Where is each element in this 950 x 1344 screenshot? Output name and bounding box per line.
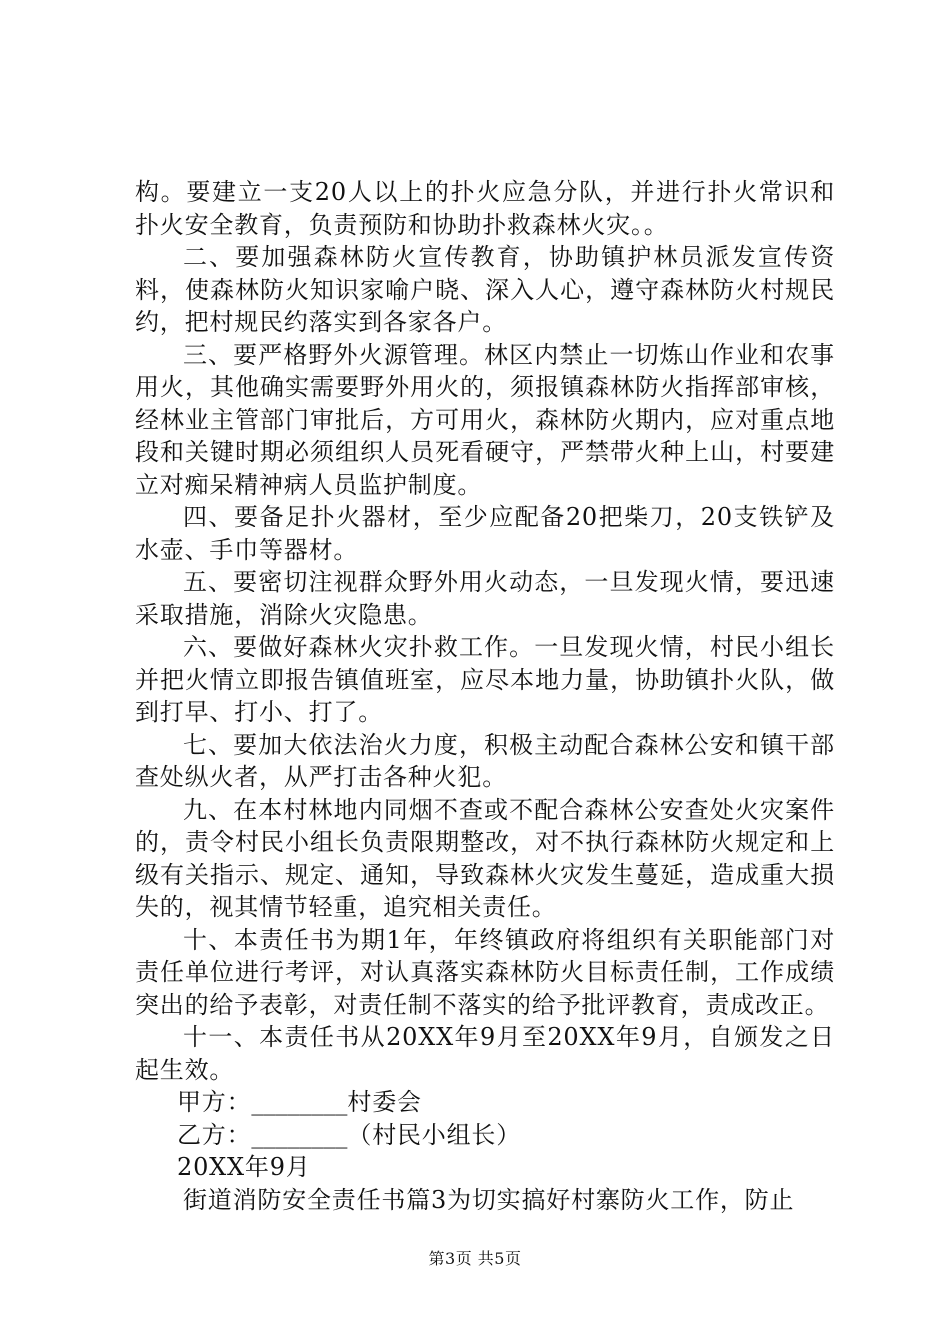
document-date: 20XX年9月 bbox=[177, 1153, 311, 1181]
paragraph-10: 十、本责任书为期1年，年终镇政府将组织有关职能部门对责任单位进行考评，对认真落实森林防火目标责任制，工作成绩突出的给予表彰，对责任制不落实的给予批评教育，责成改正。 bbox=[135, 925, 835, 1019]
paragraph-7: 七、要加大依法治火力度，积极主动配合森林公安和镇干部查处纵火者，从严打击各种火犯。 bbox=[135, 730, 835, 791]
paragraph-6: 六、要做好森林火灾扑救工作。一旦发现火情，村民小组长并把火情立即报告镇值班室，应尽本地力量，协助镇扑火队，做到打早、打小、打了。 bbox=[135, 633, 835, 726]
paragraph-3: 三、要严格野外火源管理。林区内禁止一切炼山作业和农事用火，其他确实需要野外用火的，须报镇森林防火指挥部审核，经林业主管部门审批后，方可用火，森林防火期内，应对重点地段和关键时期必须组织人员死看硬守，严禁带火种上山，村要建立对痴呆精神病人员监护制度。 bbox=[135, 340, 835, 499]
paragraph-5: 五、要密切注视群众野外用火动态，一旦发现火情，要迅速采取措施，消除火灾隐患。 bbox=[135, 568, 835, 629]
party-b-blank: ________ bbox=[251, 1120, 348, 1149]
page-footer: 第3页 共5页 bbox=[428, 1249, 522, 1268]
party-b-suffix: （村民小组长） bbox=[347, 1120, 522, 1149]
party-a-blank: ________ bbox=[251, 1088, 348, 1116]
party-a-suffix: 村委会 bbox=[347, 1088, 422, 1116]
paragraph-11: 十一、本责任书从20XX年9月至20XX年9月，自颁发之日起生效。 bbox=[135, 1023, 835, 1084]
paragraph-1: 构。要建立一支20人以上的扑火应急分队，并进行扑火常识和扑火安全教育，负责预防和协助扑救森林火灾。。 bbox=[135, 178, 835, 239]
next-section-start: 街道消防安全责任书篇3为切实搞好村寨防火工作，防止 bbox=[183, 1185, 795, 1214]
document-body bbox=[135, 176, 835, 1216]
paragraph-2: 二、要加强森林防火宣传教育，协助镇护林员派发宣传资料，使森林防火知识家喻户晓、深入人心，遵守森林防火村规民约，把村规民约落实到各家各户。 bbox=[135, 243, 835, 336]
party-b-label: 乙方： bbox=[177, 1120, 252, 1149]
party-a-line bbox=[135, 1086, 835, 1119]
party-b-line bbox=[135, 1119, 835, 1152]
paragraph-4: 四、要备足扑火器材，至少应配备20把柴刀，20支铁铲及水壶、手巾等器材。 bbox=[135, 503, 835, 564]
party-a-label: 甲方： bbox=[177, 1088, 252, 1116]
paragraph-9: 九、在本村林地内同烟不查或不配合森林公安查处火灾案件的，责令村民小组长负责限期整改，对不执行森林防火规定和上级有关指示、规定、通知，导致森林火灾发生蔓延，造成重大损失的，视其情节轻重，追究相关责任。 bbox=[135, 795, 835, 921]
